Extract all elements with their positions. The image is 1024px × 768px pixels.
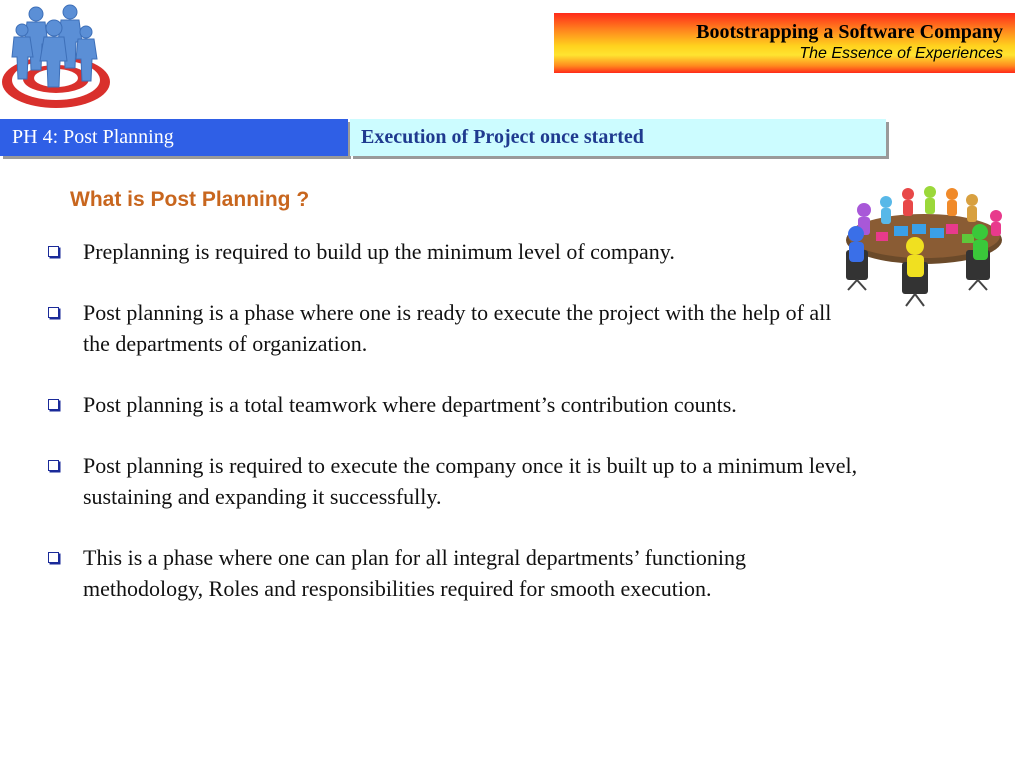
square-bullet-icon xyxy=(48,399,59,410)
list-item xyxy=(40,389,860,420)
bullet-list xyxy=(40,236,860,634)
phase-tab xyxy=(0,119,348,156)
square-bullet-icon xyxy=(48,552,59,563)
topic-bar-label: Execution of Project once started xyxy=(361,126,644,148)
list-item xyxy=(40,297,860,359)
bullet-text: Preplanning is required to build up the minimum level of company. xyxy=(83,239,675,264)
phase-tab-label: PH 4: Post Planning xyxy=(12,126,174,148)
list-item xyxy=(40,450,860,512)
header-banner xyxy=(554,13,1015,73)
list-item xyxy=(40,236,860,267)
bullet-text: Post planning is a total teamwork where department’s contribution counts. xyxy=(83,392,737,417)
bullet-text: Post planning is a phase where one is ready to execute the project with the help of all the departments of organization. xyxy=(83,300,832,356)
list-item xyxy=(40,542,860,604)
section-heading: What is Post Planning ? xyxy=(70,188,310,211)
team-target-logo-icon xyxy=(0,0,118,112)
bullet-text: This is a phase where one can plan for all integral departments’ functioning methodology, Roles and responsibilities required for smooth execution. xyxy=(83,545,747,601)
presentation-subtitle: The Essence of Experiences xyxy=(799,45,1003,62)
square-bullet-icon xyxy=(48,307,59,318)
square-bullet-icon xyxy=(48,460,59,471)
topic-bar xyxy=(350,119,886,156)
presentation-title: Bootstrapping a Software Company xyxy=(696,21,1003,43)
square-bullet-icon xyxy=(48,246,59,257)
bullet-text: Post planning is required to execute the company once it is built up to a minimum level, sustaining and expanding it successfully. xyxy=(83,453,858,509)
